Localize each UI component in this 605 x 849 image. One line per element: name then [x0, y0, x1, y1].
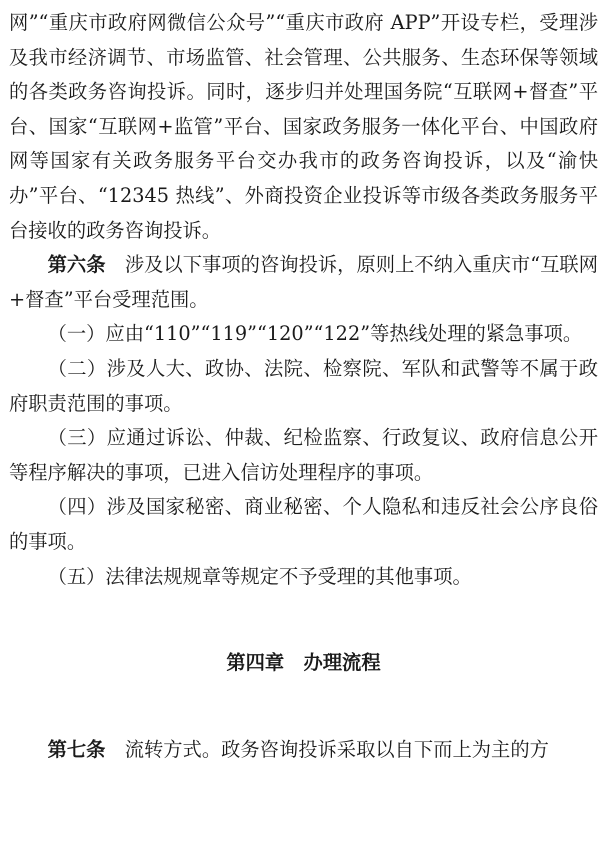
article-6-item-3: （三）应通过诉讼、仲裁、纪检监察、行政复议、政府信息公开等程序解决的事项，已进入信访处理程序的事项。 [9, 426, 598, 484]
article-7-text: 流转方式。政务咨询投诉采取以自下而上为主的方 [105, 737, 549, 761]
article-7-paragraph [9, 733, 598, 768]
article-6-item-4: （四）涉及国家秘密、商业秘密、个人隐私和违反社会公序良俗的事项。 [9, 495, 598, 553]
article-6-item-2: （二）涉及人大、政协、法院、检察院、军队和武警等不属于政府职责范围的事项。 [9, 356, 598, 415]
article-6-paragraph [9, 248, 598, 317]
article-6-item-1: （一）应由“110”“119”“120”“122”等热线处理的紧急事项。 [47, 322, 583, 346]
article-7-label: 第七条 [47, 737, 106, 761]
article-6-item-5: （五）法律法规规章等规定不予受理的其他事项。 [47, 564, 472, 588]
article-6-label: 第六条 [47, 253, 106, 277]
intro-paragraph: 网”“重庆市政府网微信公众号”“重庆市政府 APP”开设专栏，受理涉及我市经济调节、市场监管、社会管理、公共服务、生态环保等领域的各类政务咨询投诉。同时，逐步归并处理国务院“互联网+督查”平台、国家“互联网+监管”平台、国家政务服务一体化平台、中国政府网等国家有关政务服务平台交办我市的政务咨询投诉，以及“渝快办”平台、“12345 热线”、外商投资企业投诉等市级各类政务服务平台接收的政务咨询投诉。 [9, 11, 598, 242]
article-6-text: 涉及以下事项的咨询投诉，原则上不纳入重庆市“互联网+督查”平台受理范围。 [9, 253, 599, 311]
chapter-title: 第四章 办理流程 [226, 651, 381, 675]
